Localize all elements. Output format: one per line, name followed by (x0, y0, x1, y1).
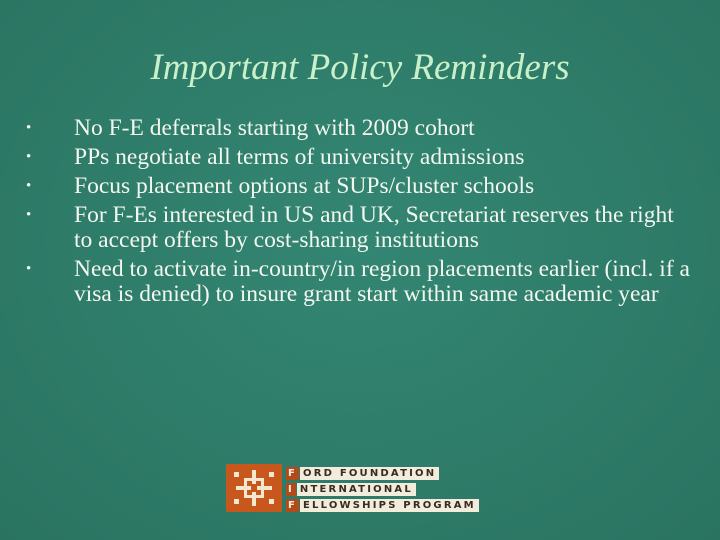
bullet-icon: • (26, 261, 32, 277)
bullet-item (24, 174, 694, 199)
logo-text: ELLOWSHIPS PROGRAM (300, 499, 479, 512)
logo-line (286, 499, 479, 512)
bullet-item (24, 203, 694, 253)
bullet-icon: • (26, 178, 32, 194)
bullet-icon: • (26, 120, 32, 136)
logo-initial: I (288, 484, 294, 495)
logo-line (286, 467, 479, 480)
bullet-text: Focus placement options at SUPs/cluster schools (74, 173, 535, 199)
logo-text: NTERNATIONAL (297, 483, 416, 496)
logo-text: ORD FOUNDATION (300, 467, 439, 480)
bullet-text: No F-E deferrals starting with 2009 cohort (74, 115, 475, 141)
bullet-text: Need to activate in-country/in region placements earlier (incl. if a visa is denied) to insure grant start within same academic year (74, 256, 690, 307)
logo-initial: F (288, 468, 298, 479)
ford-foundation-logo (226, 464, 476, 512)
logo-line (286, 483, 479, 496)
bullet-text: For F-Es interested in US and UK, Secretariat reserves the right to accept offers by cost-sharing institutions (74, 202, 674, 253)
bullet-icon: • (26, 149, 32, 165)
logo-initial: F (288, 500, 298, 511)
bullet-text: PPs negotiate all terms of university admissions (74, 144, 525, 170)
logo-wordmark (286, 467, 479, 515)
logo-mark-icon (226, 464, 282, 512)
bullet-list (24, 116, 694, 311)
bullet-item (24, 116, 694, 141)
slide-title: Important Policy Reminders (150, 47, 570, 88)
bullet-item (24, 257, 694, 307)
bullet-icon: • (26, 207, 32, 223)
bullet-item (24, 145, 694, 170)
